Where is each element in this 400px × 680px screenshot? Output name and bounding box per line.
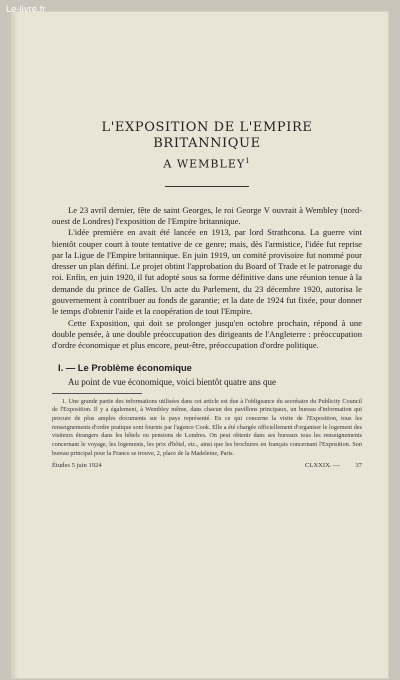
title-rule: [165, 186, 249, 187]
footer-right: [291, 462, 362, 469]
article-subtitle: [52, 154, 362, 172]
article-subtitle-text: A WEMBLEY: [163, 157, 246, 171]
section-heading: I. — Le Problème économique: [58, 361, 192, 373]
footer-volume: CLXXIX. —: [304, 462, 340, 470]
page-footer: [52, 462, 362, 469]
watermark-text: Le-livre.fr: [6, 4, 46, 14]
section-lead: Au point de vue économique, voici bientôt quatre ans que: [68, 376, 276, 387]
paragraph-2: L'idée première en avait été lancée en 1913, par lord Strathcona. La guerre vint bientôt couper court à toute tentative de ce genre; mais, dès l'armistice, l'idée fut reprise par la Ligue de l'Empire britannique. En juin 1919, un comité provisoire fut nommé pour dresser un plan défini. Le projet obtint l'approbation du Board of Trade et le patronage du roi. Enfin, en juin 1920, il fut adopté sous sa forme définitive dans une réunion tenue à la demande du prince de Galles. Un acte du Parlement, du 23 décembre 1920, autorisa le gouvernement à contribuer au fonds de garantie; et la date de 1924 fut fixée, pour donner le temps d'obtenir l'aide et la coopération de tout l'Empire.: [52, 227, 362, 317]
article-title: L'EXPOSITION DE L'EMPIRE BRITANNIQUE: [101, 120, 313, 151]
paragraph-3: Cette Exposition, qui doit se prolonger jusqu'en octobre prochain, répond à une double pensée, à une double préoccupation des dirigeants de l'Angleterre : préoccupation d'ordre économique et plus encore, peut-être, préoccupation d'ordre politique.: [52, 317, 362, 351]
paragraph-1: Le 23 avril dernier, fête de saint Georges, le roi George V ouvrait à Wembley (nord-ouest de Londres) l'exposition de l'Empire britannique.: [52, 204, 362, 226]
document-page: [12, 12, 388, 678]
article-body: [52, 120, 362, 469]
footnote: 1. Une grande partie des informations utilisées dans cet article est due à l'obligeance du secrétaire du Publicity Council de l'Exposition. Il y a également, à Wembley même, dans chacun des pavillons principaux, un bureau d'information qui procure de plus amples documents sur le pays représenté. En ce qui concerne la visite de l'Exposition, tous les renseignements d'ordre pratique sont fournis par l'agence Cook. Elle a été chargée officiellement d'organiser le logement des visiteurs étrangers dans les hôtels ou pensions de Londres. On peut obtenir dans ses bureaux tous les renseignements concernant le voyage, les logements, les prix d'hôtel, etc., ainsi que les brochures en français concernant l'Exposition. Son bureau principal pour la France se trouve, 2, place de la Madeleine, Paris.: [52, 397, 362, 457]
footer-journal: Études 5 juin 1924: [52, 462, 102, 470]
footnote-rule: [52, 393, 142, 394]
footnote-marker: 1: [245, 157, 251, 165]
page-edge: [12, 12, 18, 678]
footer-page-number: 37: [355, 462, 362, 470]
